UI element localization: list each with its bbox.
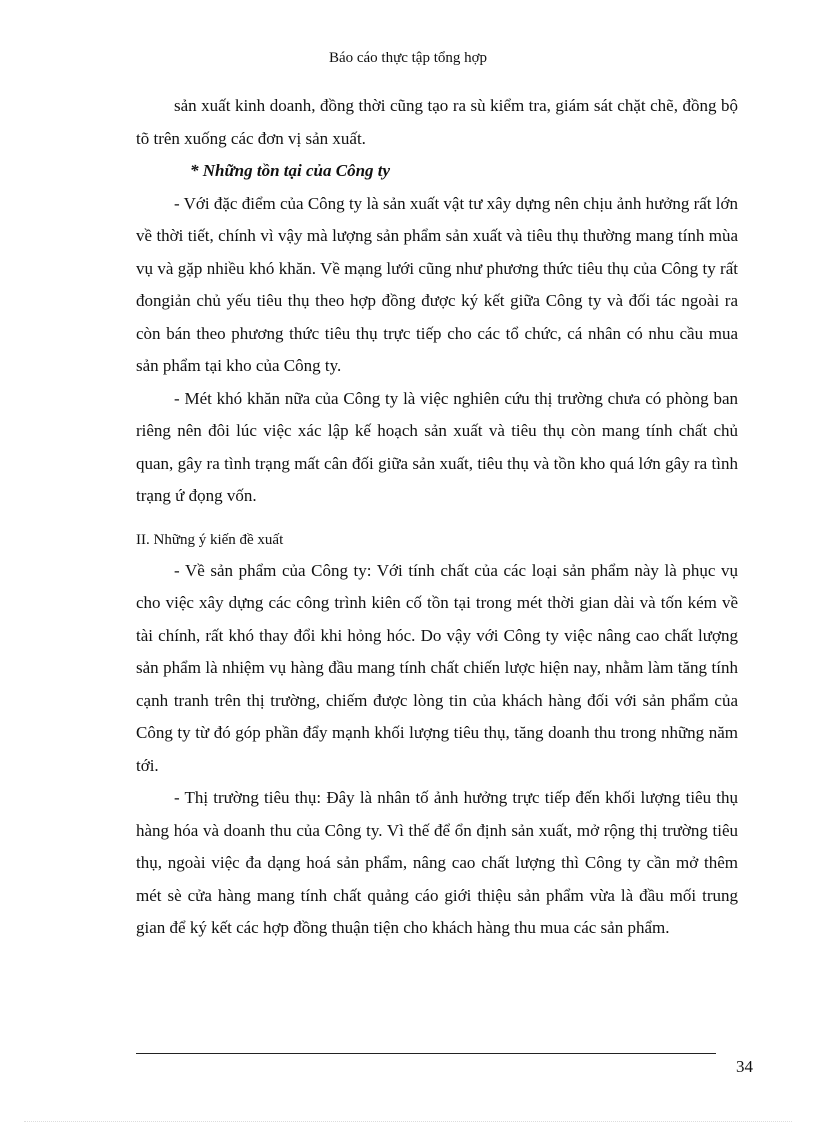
section-heading: II. Những ý kiến đề xuất (136, 531, 284, 548)
paragraph-1: sản xuất kinh doanh, đồng thời cũng tạo ra sù kiểm tra, giám sát chặt chẽ, đồng bộ tõ trên xuống các đơn vị sản xuất. (136, 96, 738, 148)
page-header: Báo cáo thực tập tổng hợp (328, 50, 488, 66)
paragraph-4: - Về sản phẩm của Công ty: Với tính chất của các loại sản phẩm này là phục vụ cho việc xây dựng các công trình kiên cố tồn tại trong mét thời gian dài và tốn kém về tài chính, rất khó thay đổi khi hỏng hóc. Do vậy với Công ty việc nâng cao chất lượng sản phẩm là nhiệm vụ hàng đầu mang tính chất chiến lược hiện nay, nhằm làm tăng tính cạnh tranh trên thị trường, chiếm được lòng tin của khách hàng đối với sản phẩm của Công ty từ đó góp phần đẩy mạnh khối lượng tiêu thụ, tăng doanh thu trong những năm tới. (136, 560, 738, 775)
document-body (136, 90, 738, 945)
paragraph-3: - Mét khó khăn nữa của Công ty là việc nghiên cứu thị trường chưa có phòng ban riêng nên đôi lúc việc xác lập kế hoạch sản xuất và tiêu thụ còn mang tính chất chủ quan, gây ra tình trạng mất cân đối giữa sản xuất, tiêu thụ và tồn kho quá lớn gây ra tình trạng ứ đọng vốn. (136, 388, 738, 505)
subheading-limitations: * Những tồn tại của Công ty (190, 161, 391, 180)
footer-divider (136, 1053, 716, 1054)
paragraph-2: - Với đặc điểm của Công ty là sản xuất vật tư xây dựng nên chịu ảnh hưởng rất lớn về thời tiết, chính vì vậy mà lượng sản phẩm sản xuất và tiêu thụ thường mang tính mùa vụ và gặp nhiều khó khăn. Về mạng lưới cũng như phương thức tiêu thụ của Công ty rất đongiản chủ yếu tiêu thụ theo hợp đồng được ký kết giữa Công ty và đối tác ngoài ra còn bán theo phương thức tiêu thụ trực tiếp cho các tổ chức, cá nhân có nhu cầu mua sản phẩm tại kho của Công ty. (136, 193, 738, 375)
paragraph-5: - Thị trường tiêu thụ: Đây là nhân tố ảnh hưởng trực tiếp đến khối lượng tiêu thụ hàng hóa và doanh thu của Công ty. Vì thế để ổn định sản xuất, mở rộng thị trường tiêu thụ, ngoài việc đa dạng hoá sản phẩm, nâng cao chất lượng thì Công ty cần mở thêm mét sè cửa hàng mang tính chất quảng cáo giới thiệu sản phẩm vừa là đầu mối trung gian để ký kết các hợp đồng thuận tiện cho khách hàng thu mua các sản phẩm. (136, 788, 738, 937)
page-edge-divider (24, 1121, 792, 1122)
page-number: 34 (736, 1057, 753, 1076)
